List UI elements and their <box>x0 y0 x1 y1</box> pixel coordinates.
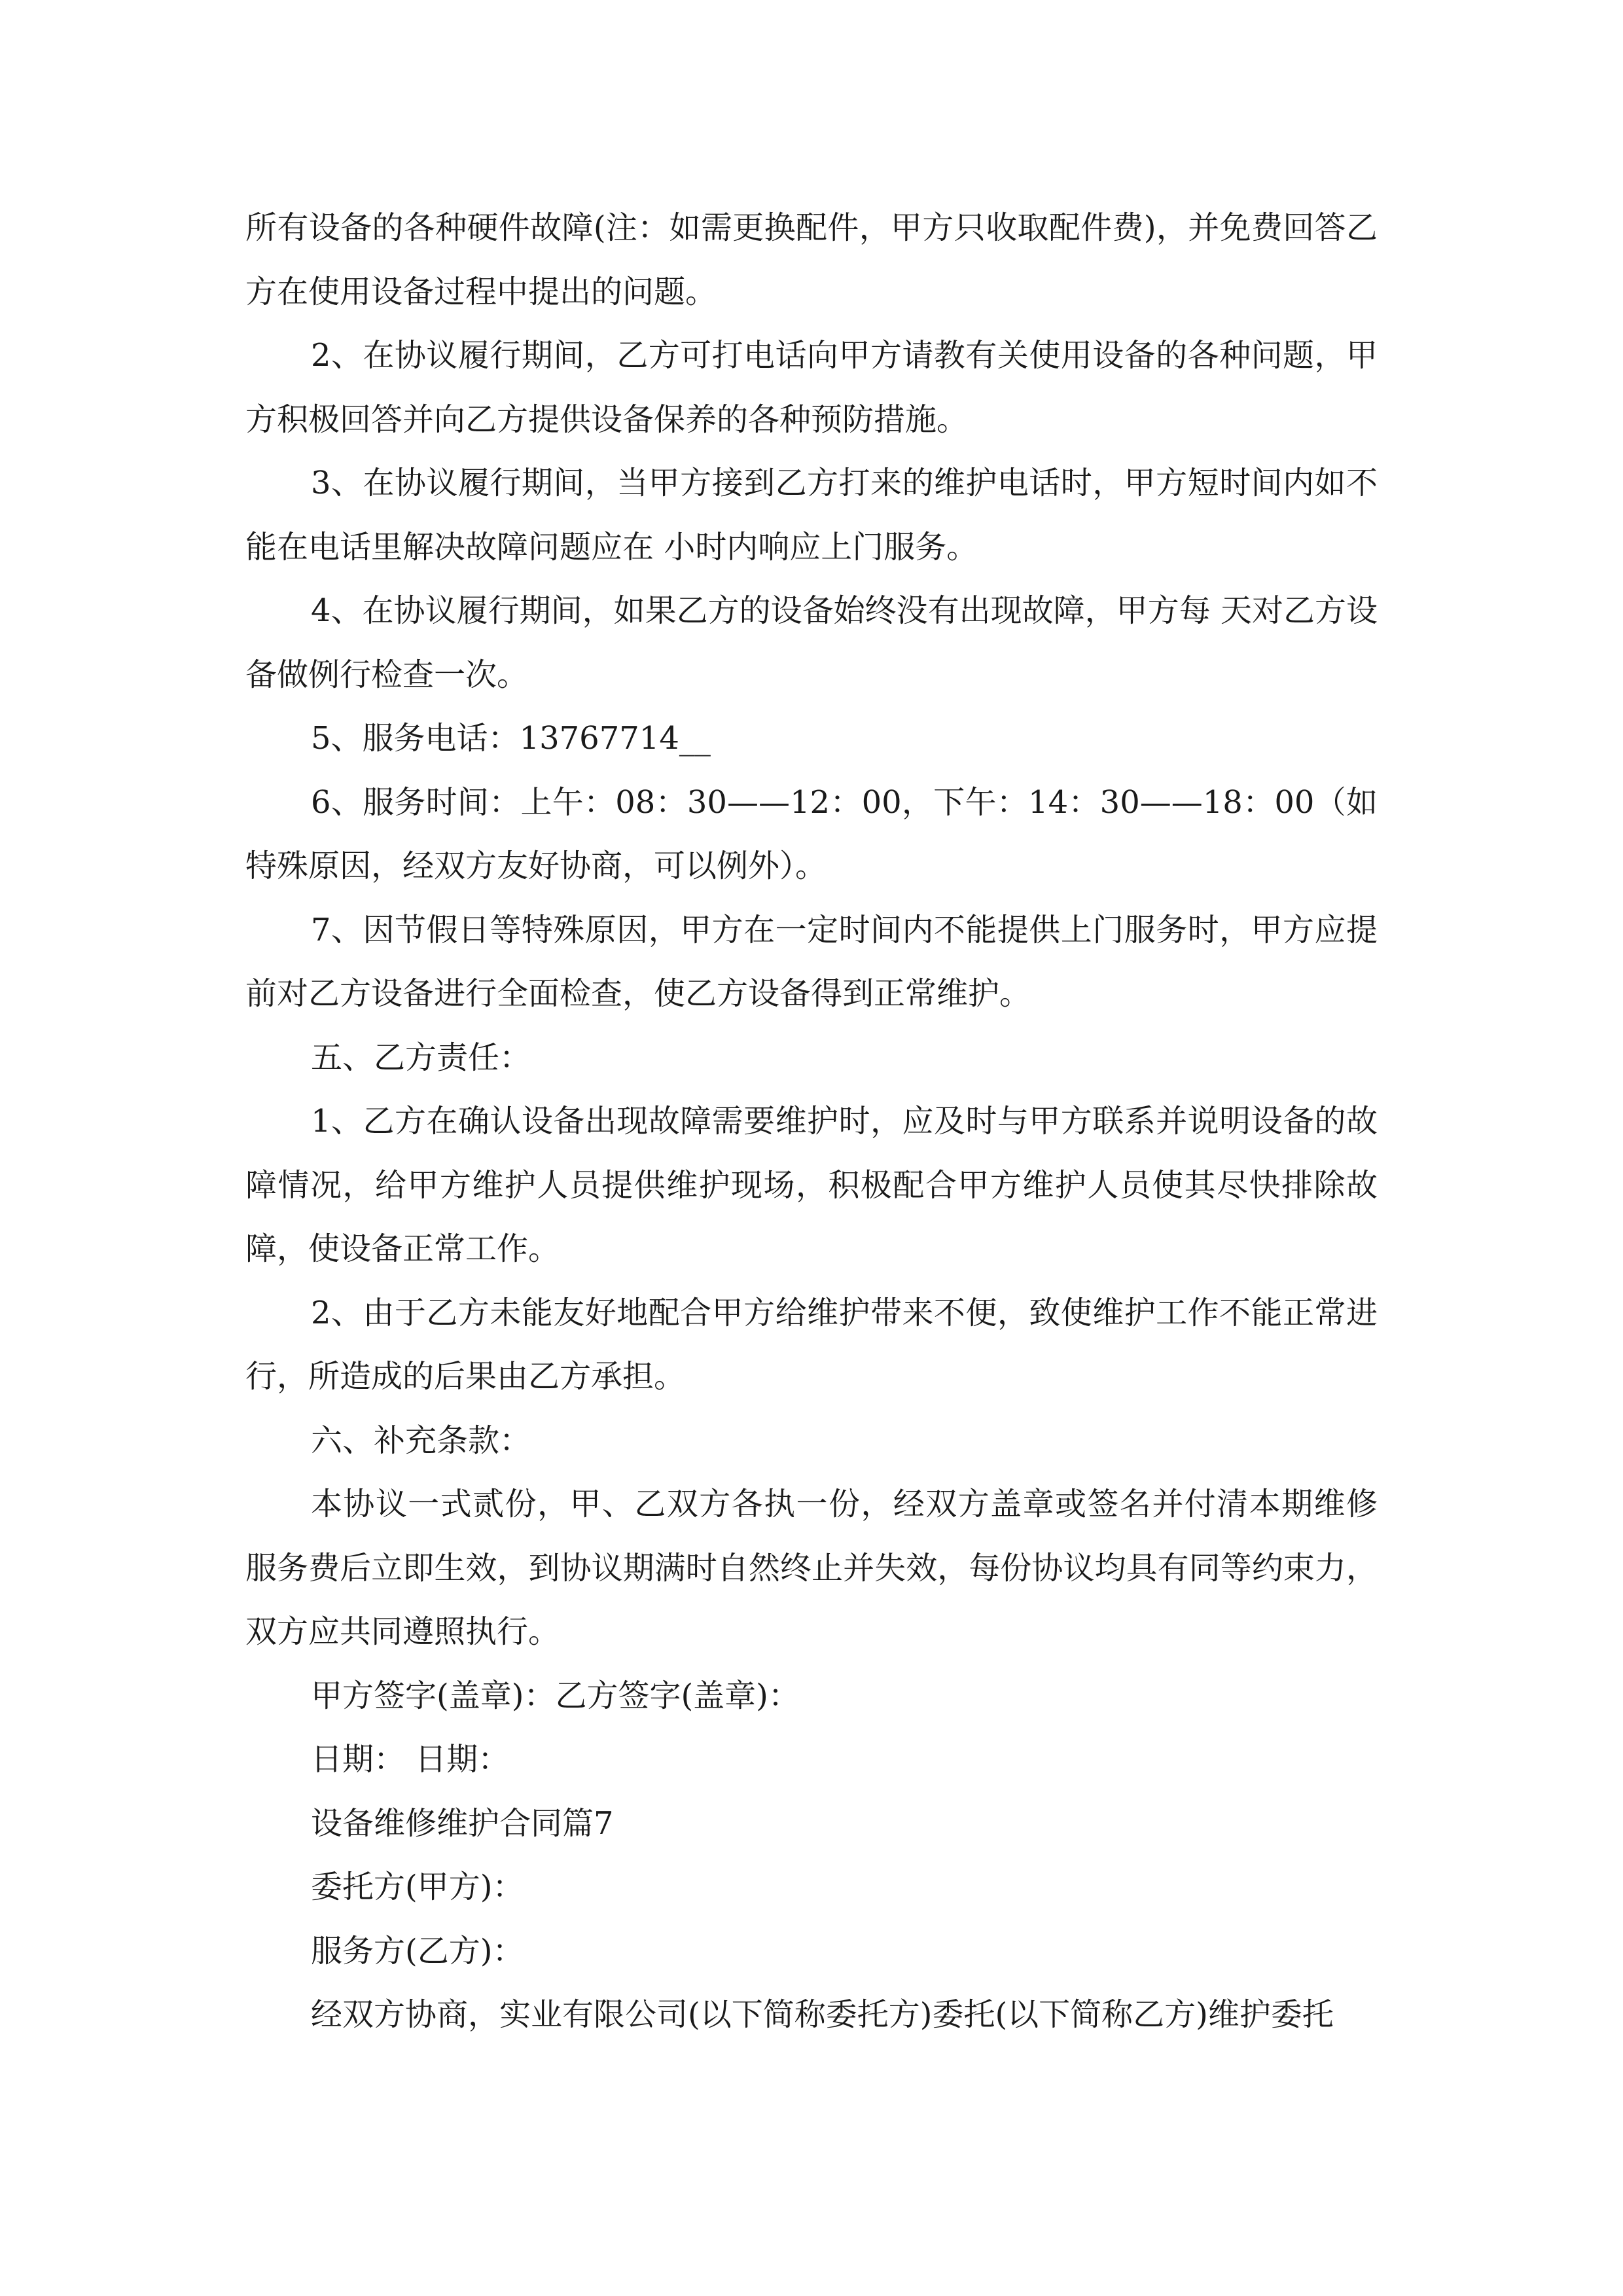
section-heading-party-b-duties: 五、乙方责任： <box>311 1039 531 1076</box>
document-body <box>245 196 1378 2047</box>
paragraph-supplementary-terms: 本协议一式贰份，甲、乙双方各执一份，经双方盖章或签名并付清本期维修服务费后立即生效，到协议期满时自然终止并失效，每份协议均具有同等约束力，双方应共同遵照执行。 <box>245 1486 1378 1650</box>
paragraph-party-b-clause-2: 2、由于乙方未能友好地配合甲方给维护带来不便，致使维护工作不能正常进行，所造成的后果由乙方承担。 <box>245 1294 1378 1395</box>
paragraph-service-hours: 6、服务时间：上午：08：30——12：00，下午：14：30——18：00（如特殊原因，经双方友好协商，可以例外）。 <box>245 783 1378 884</box>
client-party-line: 委托方(甲方)： <box>311 1869 524 1905</box>
paragraph-clause-2: 2、在协议履行期间，乙方可打电话向甲方请教有关使用设备的各种问题，甲方积极回答并向乙方提供设备保养的各种预防措施。 <box>245 337 1378 438</box>
section-heading-supplementary: 六、补充条款： <box>311 1422 531 1459</box>
contract-title: 设备维修维护合同篇7 <box>311 1804 614 1842</box>
paragraph-clause-4: 4、在协议履行期间，如果乙方的设备始终没有出现故障，甲方每 天对乙方设备做例行检查一次。 <box>245 592 1378 693</box>
paragraph-clause-3: 3、在协议履行期间，当甲方接到乙方打来的维护电话时，甲方短时间内如不能在电话里解决故障问题应在 小时内响应上门服务。 <box>245 465 1378 565</box>
service-party-line: 服务方(乙方)： <box>311 1932 524 1969</box>
paragraph-hardware-fault: 所有设备的各种硬件故障(注：如需更换配件，甲方只收取配件费)，并免费回答乙方在使用设备过程中提出的问题。 <box>245 209 1378 310</box>
date-line: 日期： 日期： <box>311 1741 510 1778</box>
paragraph-service-phone: 5、服务电话：13767714__ <box>311 720 711 757</box>
paragraph-agreement-intro: 经双方协商，实业有限公司(以下简称委托方)委托(以下简称乙方)维护委托 <box>311 1996 1334 2033</box>
paragraph-party-b-clause-1: 1、乙方在确认设备出现故障需要维护时，应及时与甲方联系并说明设备的故障情况，给甲方维护人员提供维护现场，积极配合甲方维护人员使其尽快排除故障，使设备正常工作。 <box>245 1103 1378 1267</box>
paragraph-clause-7: 7、因节假日等特殊原因，甲方在一定时间内不能提供上门服务时，甲方应提前对乙方设备进行全面检查，使乙方设备得到正常维护。 <box>245 911 1378 1012</box>
signature-line: 甲方签字(盖章)：乙方签字(盖章)： <box>311 1677 800 1714</box>
